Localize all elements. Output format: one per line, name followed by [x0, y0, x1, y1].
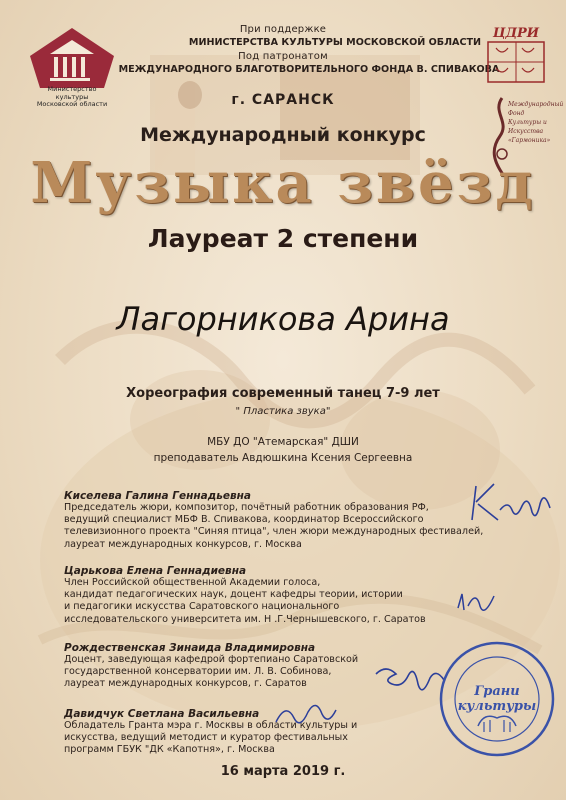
jury-desc-line: и педагогики искусства Саратовского национального	[64, 601, 340, 613]
signature-1	[464, 476, 554, 526]
stamp-title-line2: культуры	[457, 699, 537, 714]
jury-desc-line: Председатель жюри, композитор, почётный работник образования РФ,	[64, 502, 429, 513]
jury-member	[64, 565, 494, 626]
ministry-caption-line2: культуры	[55, 92, 89, 101]
jury-desc-line: Обладатель Гранта мэра г. Москвы в области культуры и	[64, 720, 358, 731]
issue-date: 16 марта 2019 г.	[220, 764, 346, 779]
cdri-logo	[486, 24, 546, 86]
school: МБУ ДО "Атемарская" ДШИ	[207, 436, 359, 448]
support-line4: МЕЖДУНАРОДНОГО БЛАГОТВОРИТЕЛЬНОГО ФОНДА В. СПИВАКОВА	[118, 64, 500, 75]
jury-member	[64, 490, 494, 551]
jury-desc-line: государственной консерватории им. Л. В. Собинова,	[64, 666, 332, 678]
jury-desc-line: программ ГБУК "ДК «Капотня», г. Москва	[64, 744, 275, 756]
support-line2: МИНИСТЕРСТВА КУЛЬТУРЫ МОСКОВСКОЙ ОБЛАСТИ	[188, 37, 482, 48]
stamp-title-line1: Грани	[474, 684, 520, 699]
ministry-caption-line1: Министерство	[47, 85, 97, 93]
contest-name: Музыка звёзд	[30, 150, 536, 216]
nomination: Хореография современный танец 7-9 лет	[126, 386, 440, 401]
support-line3: Под патронатом	[238, 51, 328, 62]
award-title: Лауреат 2 степени	[147, 224, 419, 253]
jury-desc-line: исследовательского университета им. Н .Г.Чернышевского, г. Саратов	[64, 613, 426, 625]
signature-2	[452, 588, 502, 618]
jury-desc-line: лауреат международных конкурсов, г. Москва	[64, 538, 302, 550]
teacher: преподаватель Авдюшкина Ксения Сергеевна	[153, 452, 413, 464]
jury-name: Рождественская Зинаида Владимировна	[64, 642, 316, 654]
jury-desc-line: Доцент, заведующая кафедрой фортепиано Саратовской	[64, 654, 359, 665]
ministry-caption-line3: Московской области	[36, 100, 108, 108]
jury-desc-line: искусства, ведущий методист и куратор фестивальных	[64, 732, 348, 744]
signature-4	[272, 700, 342, 730]
jury-desc-line: Член Российской общественной Академии голоса,	[64, 577, 321, 588]
jury-desc-line: лауреат международных конкурсов, г. Саратов	[64, 678, 307, 690]
contest-type: Международный конкурс	[140, 124, 426, 146]
jury-desc-line: ведущий специалист МБФ В. Спивакова, координатор Всероссийского	[64, 514, 424, 526]
stamp-title	[438, 684, 556, 714]
jury-name: Киселева Галина Геннадьевна	[64, 490, 251, 502]
cdri-logo-text: ЦДРИ	[492, 26, 540, 41]
jury-desc-line: кандидат педагогических наук, доцент кафедры теории, истории	[64, 589, 403, 601]
jury-name: Давидчук Светлана Васильевна	[64, 708, 260, 720]
fund-logo-text: Международный Фонд Культуры и Искусства «Гармоника»	[508, 101, 564, 144]
jury-name: Царькова Елена Геннадиевна	[64, 565, 247, 577]
laureate-name: Лагорникова Арина	[116, 300, 450, 338]
work-title: " Пластика звука"	[235, 406, 331, 417]
support-line1: При поддержке	[239, 24, 327, 35]
jury-desc-line: телевизионного проекта "Синяя птица", член жюри международных фестивалей,	[64, 526, 484, 538]
organizer-stamp	[438, 640, 556, 758]
city: г. САРАНСК	[231, 92, 335, 108]
